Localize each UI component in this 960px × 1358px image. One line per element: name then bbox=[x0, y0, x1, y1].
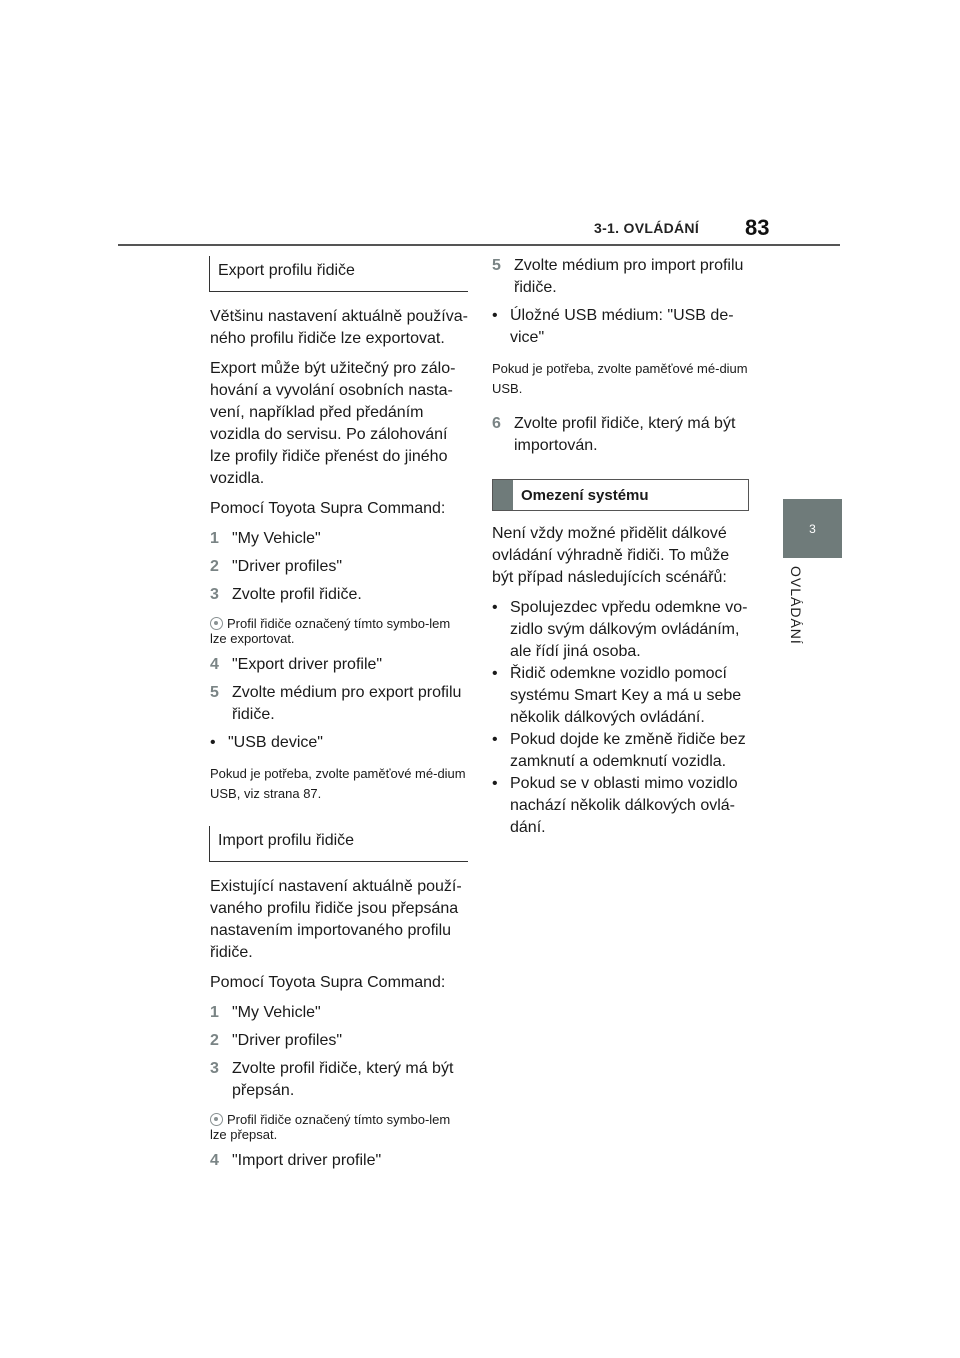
import-note: Profil řidiče označený tímto symbo-lem lze přepsat. bbox=[210, 1112, 451, 1142]
export-step-4: 4 "Export driver profile" bbox=[210, 656, 383, 673]
limit-bullet: • Řidič odemkne vozidlo pomocí systému Smart Key a má u sebe několik dálkových ovládání. bbox=[492, 665, 742, 726]
profile-symbol-icon bbox=[210, 617, 223, 630]
export-heading: Export profilu řidiče bbox=[209, 256, 468, 292]
export-step-2: 2 "Driver profiles" bbox=[210, 558, 343, 575]
export-step-5: 5 Zvolte médium pro export profilu řidiče. bbox=[210, 684, 462, 723]
limit-bullet: • Pokud se v oblasti mimo vozidlo nachází několik dálkových ovlá-dání. bbox=[492, 775, 738, 836]
system-limits-heading: Omezení systému bbox=[492, 479, 749, 511]
import-step-2: 2 "Driver profiles" bbox=[210, 1032, 343, 1049]
limit-bullet: • Pokud dojde ke změně řidiče bez zamknutí a odemknutí vozidla. bbox=[492, 731, 746, 770]
section-title: 3-1. OVLÁDÁNÍ bbox=[594, 220, 700, 236]
page-number: 83 bbox=[745, 215, 770, 240]
heading-marker bbox=[493, 480, 513, 510]
export-paragraph-2: Export může být užitečný pro zálo-hování a vyvolání osobních nasta-vení, například před předáním vozidla do servisu. Po zálohování lze profily řidiče přenést do jiného vozidla. bbox=[210, 360, 456, 487]
import-step-4: 4 "Import driver profile" bbox=[210, 1152, 382, 1169]
import-step-6: 6 Zvolte profil řidiče, který má být importován. bbox=[492, 415, 736, 454]
export-paragraph-3: Pomocí Toyota Supra Command: bbox=[210, 500, 446, 517]
limit-bullet: • Spolujezdec vpředu odemkne vo-zidlo svým dálkovým ovládáním, ale řídí jiná osoba. bbox=[492, 599, 748, 660]
profile-symbol-icon bbox=[210, 1113, 223, 1126]
import-note-usb: Pokud je potřeba, zvolte paměťové mé-dium USB. bbox=[492, 361, 748, 396]
export-note-1: Profil řidiče označený tímto symbo-lem lze exportovat. bbox=[210, 616, 451, 646]
import-step-5: 5 Zvolte médium pro import profilu řidiče. bbox=[492, 257, 744, 296]
limits-paragraph: Není vždy možné přidělit dálkové ovládání výhradně řidiči. To může být případ následujících scénářů: bbox=[492, 525, 730, 586]
import-bullet: • Úložné USB médium: "USB de-vice" bbox=[492, 307, 734, 346]
export-bullet: • "USB device" bbox=[210, 734, 323, 751]
chapter-label: OVLÁDÁNÍ bbox=[788, 566, 804, 645]
import-step-3: 3 Zvolte profil řidiče, který má být přepsán. bbox=[210, 1060, 454, 1099]
left-column bbox=[210, 256, 468, 1178]
export-step-1: 1 "My Vehicle" bbox=[210, 530, 321, 547]
chapter-number: 3 bbox=[809, 521, 816, 536]
chapter-tab bbox=[783, 499, 842, 558]
import-paragraph-2: Pomocí Toyota Supra Command: bbox=[210, 974, 446, 991]
import-heading: Import profilu řidiče bbox=[209, 826, 468, 862]
export-step-3: 3 Zvolte profil řidiče. bbox=[210, 586, 362, 603]
header-divider bbox=[118, 244, 840, 246]
import-step-1: 1 "My Vehicle" bbox=[210, 1004, 321, 1021]
right-column bbox=[492, 255, 749, 839]
export-note-2: Pokud je potřeba, zvolte paměťové mé-dium USB, viz strana 87. bbox=[210, 766, 466, 801]
import-paragraph-1: Existující nastavení aktuálně použí-vaného profilu řidiče jsou přepsána nastavením importovaného profilu řidiče. bbox=[210, 878, 462, 961]
export-paragraph-1: Většinu nastavení aktuálně používa-ného profilu řidiče lze exportovat. bbox=[210, 308, 468, 347]
